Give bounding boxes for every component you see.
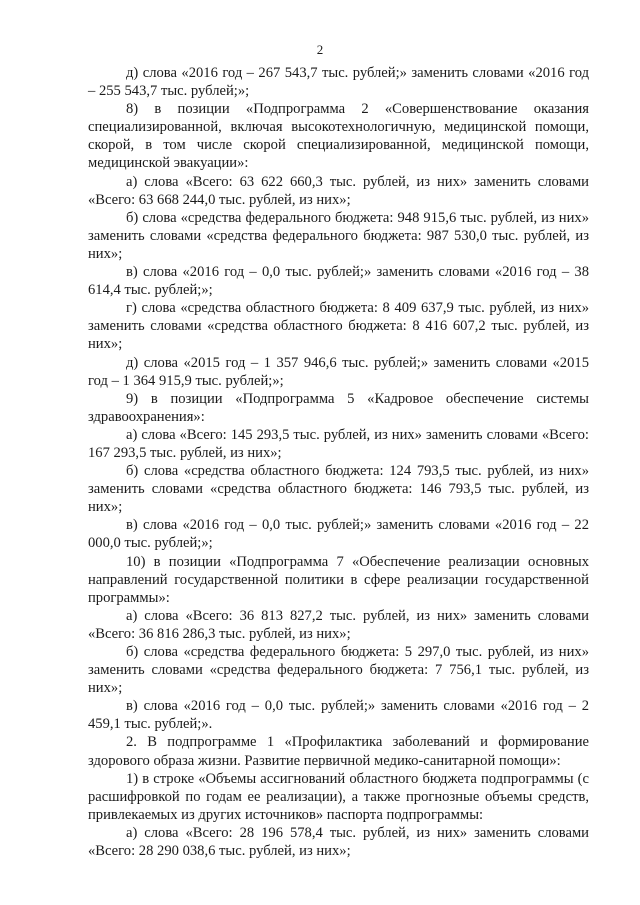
paragraph: 2. В подпрограмме 1 «Профилактика заболеваний и формирование здорового образа жизни. Развитие первичной медико-санитарной помощи»: <box>88 734 589 769</box>
paragraph: в) слова «2016 год – 0,0 тыс. рублей;» заменить словами «2016 год – 2 459,1 тыс. рублей;». <box>88 698 589 733</box>
paragraph: а) слова «Всего: 36 813 827,2 тыс. рублей, из них» заменить словами «Всего: 36 816 286,3 тыс. рублей, из них»; <box>88 607 589 642</box>
page-number: 2 <box>316 42 324 57</box>
paragraph: 10) в позиции «Подпрограмма 7 «Обеспечение реализации основных направлений государственной политики в сфере реализации государственной программы»: <box>88 553 589 606</box>
paragraph: б) слова «средства федерального бюджета: 948 915,6 тыс. рублей, из них» заменить словами «средства федерального бюджета: 987 530,0 тыс. рублей, из них»; <box>88 209 589 262</box>
paragraph: 8) в позиции «Подпрограмма 2 «Совершенствование оказания специализированной, включая высокотехнологичную, медицинской помощи, скорой, в том числе скорой специализированной, медицинской помощи, медицинской эвакуации»: <box>88 101 589 172</box>
document-body <box>88 64 589 860</box>
paragraph: б) слова «средства областного бюджета: 124 793,5 тыс. рублей, из них» заменить словами «средства областного бюджета: 146 793,5 тыс. рублей, из них»; <box>88 463 589 516</box>
paragraph: в) слова «2016 год – 0,0 тыс. рублей;» заменить словами «2016 год – 22 000,0 тыс. рублей;»; <box>88 517 589 552</box>
paragraph: б) слова «средства федерального бюджета: 5 297,0 тыс. рублей, из них» заменить словами «средства федерального бюджета: 7 756,1 тыс. рублей, из них»; <box>88 644 589 697</box>
paragraph: а) слова «Всего: 63 622 660,3 тыс. рублей, из них» заменить словами «Всего: 63 668 244,0 тыс. рублей, из них»; <box>88 173 589 208</box>
paragraph: 9) в позиции «Подпрограмма 5 «Кадровое обеспечение системы здравоохранения»: <box>88 390 589 425</box>
paragraph: д) слова «2015 год – 1 357 946,6 тыс. рублей;» заменить словами «2015 год – 1 364 915,9 тыс. рублей;»; <box>88 354 589 389</box>
paragraph: г) слова «средства областного бюджета: 8 409 637,9 тыс. рублей, из них» заменить словами «средства областного бюджета: 8 416 607,2 тыс. рублей, из них»; <box>88 300 589 353</box>
paragraph: 1) в строке «Объемы ассигнований областного бюджета подпрограммы (с расшифровкой по годам ее реализации), а также прогнозные объемы средств, привлекаемых из других источников» паспорта подпрограммы: <box>88 770 589 823</box>
paragraph: а) слова «Всего: 145 293,5 тыс. рублей, из них» заменить словами «Всего: 167 293,5 тыс. рублей, из них»; <box>88 426 589 461</box>
paragraph: а) слова «Всего: 28 196 578,4 тыс. рублей, из них» заменить словами «Всего: 28 290 038,6 тыс. рублей, из них»; <box>88 824 589 860</box>
paragraph: в) слова «2016 год – 0,0 тыс. рублей;» заменить словами «2016 год – 38 614,4 тыс. рублей;»; <box>88 264 589 299</box>
paragraph: д) слова «2016 год – 267 543,7 тыс. рублей;» заменить словами «2016 год – 255 543,7 тыс. рублей;»; <box>88 65 589 100</box>
